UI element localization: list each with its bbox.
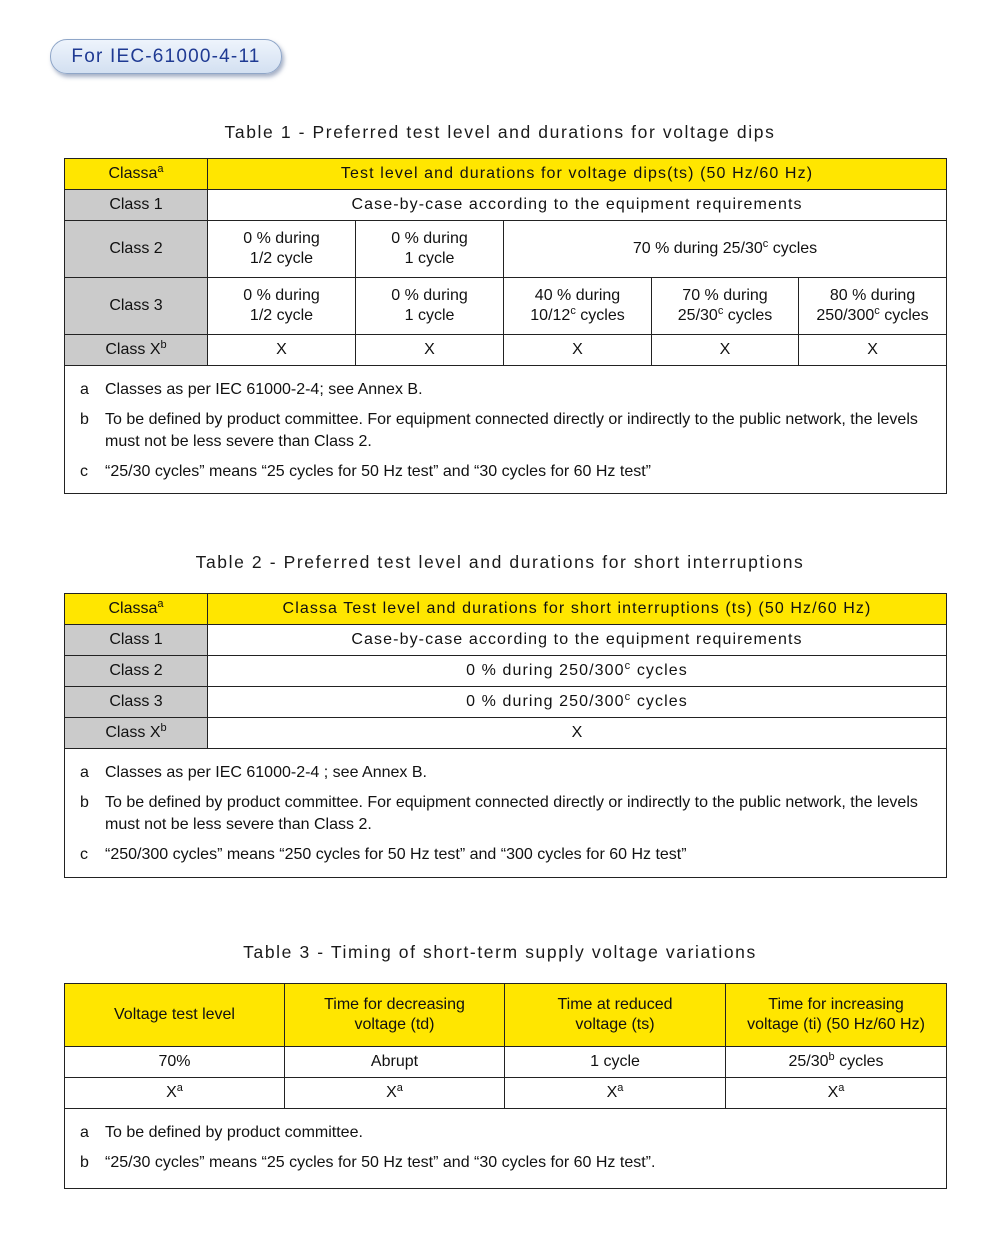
table-cell: 70 % during 25/30$^c$ cycles [652, 278, 799, 335]
table1-notes-row [65, 366, 947, 494]
table-cell: X [208, 335, 356, 366]
table-cell: 0 % during 1 cycle [356, 278, 504, 335]
table2-short-interruptions [64, 593, 947, 878]
table-cell: $X^a$ [505, 1078, 726, 1109]
table-cell: X [356, 335, 504, 366]
table2-notes-row [65, 749, 947, 878]
class-label: Class 2 [65, 656, 208, 687]
table3-header-cell: Time for decreasing voltage (td) [285, 984, 505, 1047]
table1-voltage-dips [64, 158, 947, 494]
table2-row-class3 [65, 687, 947, 718]
class-label: Class $X^b$ [65, 718, 208, 749]
table-row [65, 1047, 947, 1078]
footnote: b “25/30 cycles” means “25 cycles for 50 Hz test” and “30 cycles for 60 Hz test”. [80, 1154, 656, 1171]
table3-header-row [65, 984, 947, 1047]
table-cell: X [504, 335, 652, 366]
table2-class-header: Classa$^a$ [65, 594, 208, 625]
table-cell: 0 % during 250/300$^c$ cycles [208, 656, 947, 687]
table1-caption: Table 1 - Preferred test level and durations for voltage dips [224, 122, 776, 142]
table-cell: X [799, 335, 947, 366]
class-label: Class $X^b$ [65, 335, 208, 366]
table-cell: 1 cycle [505, 1047, 726, 1078]
table3-footnotes [65, 1109, 947, 1189]
table-cell: $X^a$ [65, 1078, 285, 1109]
table-cell: X [652, 335, 799, 366]
footnote: a To be defined by product committee. [80, 1124, 363, 1141]
table3-header-cell: Time at reduced voltage (ts) [505, 984, 726, 1047]
table-cell: 0 % during 1/2 cycle [208, 278, 356, 335]
table1-row-class1 [65, 190, 947, 221]
table1-title-header: Test level and durations for voltage dips(ts) (50 Hz/60 Hz) [208, 159, 947, 190]
table1-row-class3 [65, 278, 947, 335]
table2-header-row [65, 594, 947, 625]
table1-row-classx [65, 335, 947, 366]
table-cell: Case-by-case according to the equipment requirements [208, 625, 947, 656]
table-cell: Abrupt [285, 1047, 505, 1078]
table2-row-class2 [65, 656, 947, 687]
footnote: a Classes as per IEC 61000-2-4; see Annex B. [80, 381, 423, 398]
table-cell: 0 % during 250/300$^c$ cycles [208, 687, 947, 718]
table-cell: $X^a$ [285, 1078, 505, 1109]
table3-header-cell: Time for increasing voltage (ti) (50 Hz/60 Hz) [726, 984, 947, 1047]
table2-footnotes [65, 749, 947, 878]
standard-badge: For IEC-61000-4-11 [50, 39, 282, 74]
class-label: Class 1 [65, 625, 208, 656]
table2-title-header: Classa Test level and durations for short interruptions (ts) (50 Hz/60 Hz) [208, 594, 947, 625]
class-label: Class 3 [65, 278, 208, 335]
table-cell: 70% [65, 1047, 285, 1078]
table1-class-header: Classa$^a$ [65, 159, 208, 190]
table-cell: 25/30$^b$ cycles [726, 1047, 947, 1078]
footnote: a Classes as per IEC 61000-2-4 ; see Annex B. [80, 764, 427, 781]
footnote: c “250/300 cycles” means “250 cycles for 50 Hz test” and “300 cycles for 60 Hz test” [80, 846, 687, 863]
table-cell: 70 % during 25/30$^c$ cycles [504, 221, 947, 278]
class-label: Class 3 [65, 687, 208, 718]
footnote: b To be defined by product committee. For equipment connected directly or indirectly to the public network, the levels must not be less severe than Class 2. [80, 794, 918, 833]
table-row [65, 1078, 947, 1109]
table2-row-class1 [65, 625, 947, 656]
table-cell: 80 % during 250/300$^c$ cycles [799, 278, 947, 335]
class-label: Class 1 [65, 190, 208, 221]
class-label: Class 2 [65, 221, 208, 278]
table-cell: $X^a$ [726, 1078, 947, 1109]
table3-notes-row [65, 1109, 947, 1189]
table-cell: 40 % during 10/12$^c$ cycles [504, 278, 652, 335]
table3-timing [64, 983, 947, 1189]
table2-caption: Table 2 - Preferred test level and durations for short interruptions [195, 552, 805, 572]
table2-row-classx [65, 718, 947, 749]
table1-footnotes [65, 366, 947, 494]
table-cell: X [208, 718, 947, 749]
table3-header-cell: Voltage test level [65, 984, 285, 1047]
table1-header-row [65, 159, 947, 190]
table-cell: Case-by-case according to the equipment requirements [208, 190, 947, 221]
table3-caption: Table 3 - Timing of short-term supply voltage variations [243, 942, 757, 962]
table-cell: 0 % during 1 cycle [356, 221, 504, 278]
table1-row-class2 [65, 221, 947, 278]
footnote: c “25/30 cycles” means “25 cycles for 50 Hz test” and “30 cycles for 60 Hz test” [80, 463, 651, 480]
footnote: b To be defined by product committee. For equipment connected directly or indirectly to the public network, the levels must not be less severe than Class 2. [80, 411, 918, 450]
table-cell: 0 % during 1/2 cycle [208, 221, 356, 278]
